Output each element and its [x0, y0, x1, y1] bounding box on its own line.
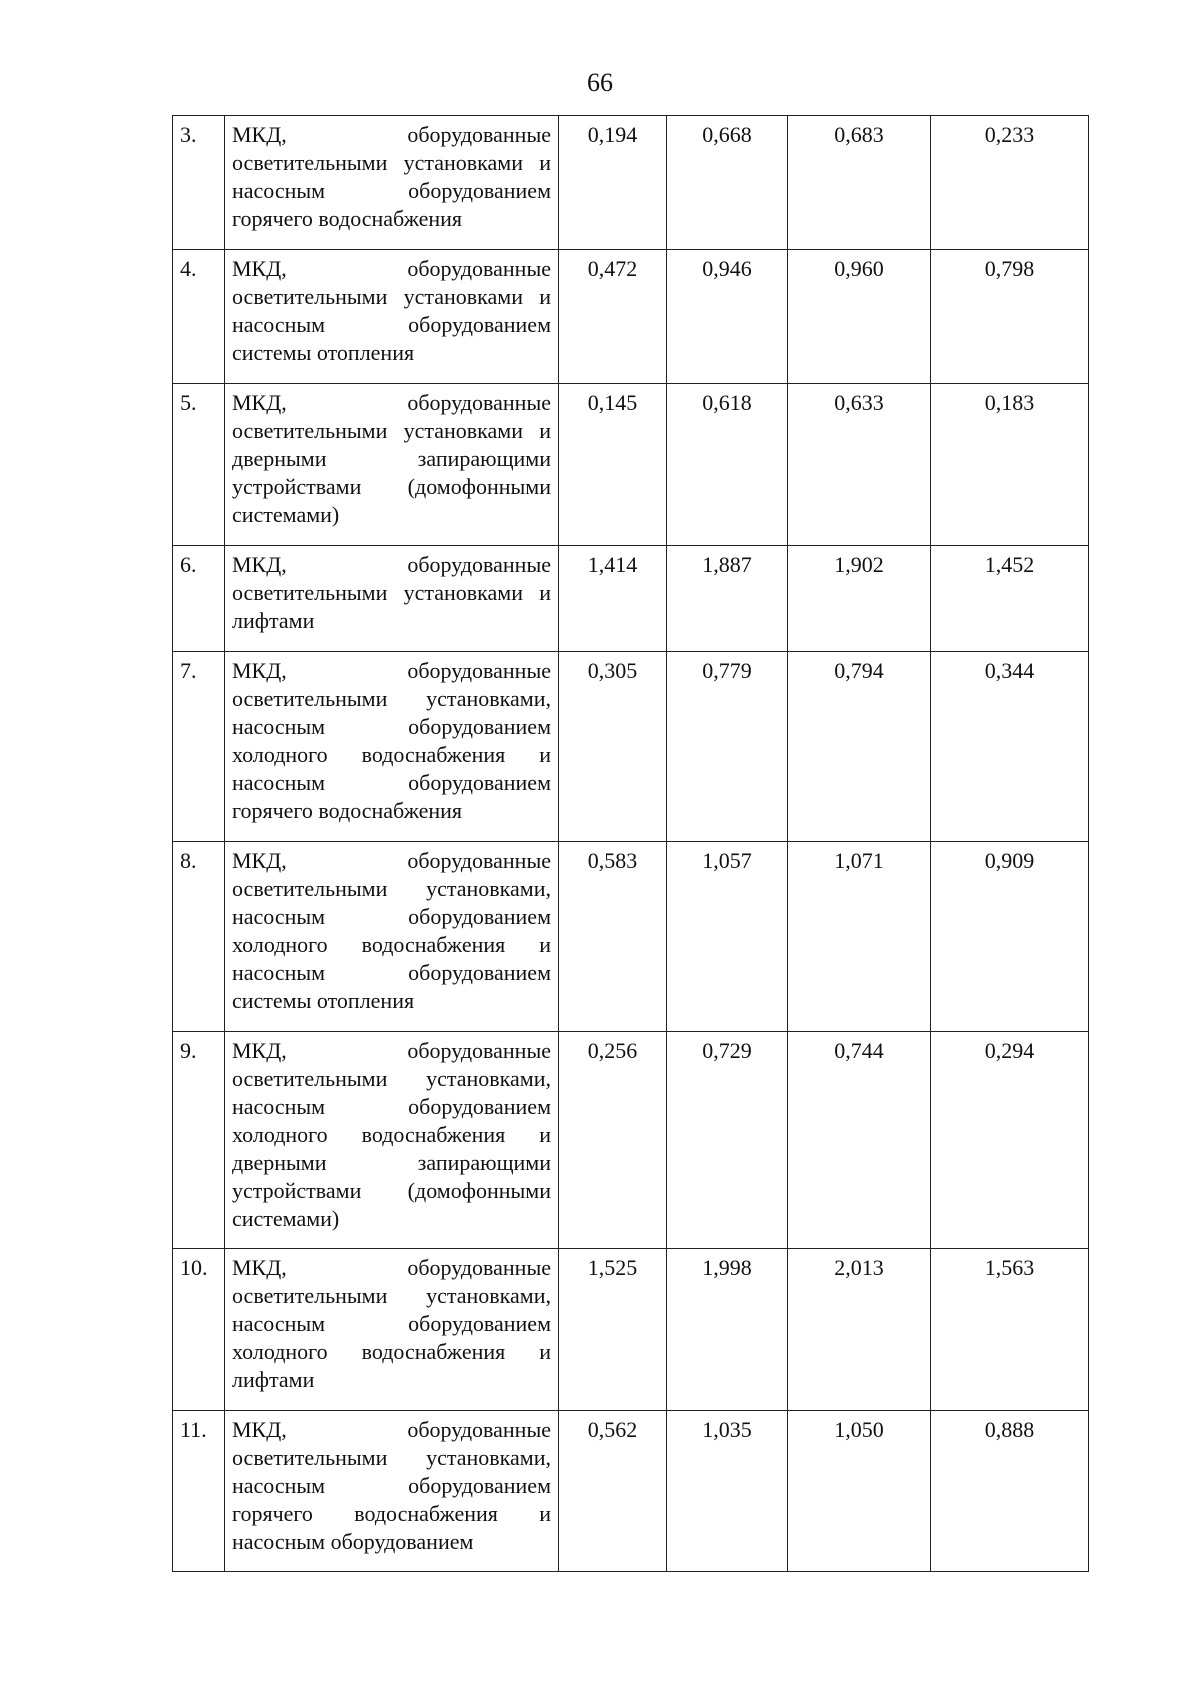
row-description: МКД, оборудованные осветительными установками, насосным оборудованием горячего водоснабжения и насосным оборудованием [225, 1411, 559, 1572]
value-col-4: 0,798 [931, 250, 1089, 384]
row-description: МКД, оборудованные осветительными установками, насосным оборудованием холодного водоснабжения и насосным оборудованием горячего водоснабжения [225, 652, 559, 842]
row-description: МКД, оборудованные осветительными установками, насосным оборудованием холодного водоснабжения и дверными запирающими устройствами (домофонными системами) [225, 1032, 559, 1249]
value-col-4: 0,183 [931, 384, 1089, 546]
row-number: 6. [173, 546, 225, 652]
value-col-1: 0,583 [559, 842, 667, 1032]
value-col-3: 0,744 [788, 1032, 931, 1249]
value-col-2: 1,887 [667, 546, 788, 652]
row-number: 8. [173, 842, 225, 1032]
table-row [173, 116, 1089, 250]
value-col-1: 0,562 [559, 1411, 667, 1572]
tariff-table [172, 115, 1089, 1572]
value-col-3: 0,960 [788, 250, 931, 384]
value-col-1: 0,256 [559, 1032, 667, 1249]
value-col-2: 1,057 [667, 842, 788, 1032]
value-col-2: 0,618 [667, 384, 788, 546]
value-col-3: 0,683 [788, 116, 931, 250]
row-description: МКД, оборудованные осветительными установками, насосным оборудованием холодного водоснабжения и лифтами [225, 1249, 559, 1411]
table-row [173, 250, 1089, 384]
value-col-3: 0,794 [788, 652, 931, 842]
row-number: 9. [173, 1032, 225, 1249]
row-number: 11. [173, 1411, 225, 1572]
value-col-4: 1,563 [931, 1249, 1089, 1411]
value-col-1: 0,305 [559, 652, 667, 842]
value-col-1: 0,472 [559, 250, 667, 384]
row-description: МКД, оборудованные осветительными установками и лифтами [225, 546, 559, 652]
table-row [173, 1411, 1089, 1572]
value-col-4: 0,344 [931, 652, 1089, 842]
value-col-4: 0,233 [931, 116, 1089, 250]
row-description: МКД, оборудованные осветительными установками и насосным оборудованием системы отопления [225, 250, 559, 384]
table-row [173, 1032, 1089, 1249]
value-col-3: 1,902 [788, 546, 931, 652]
value-col-1: 0,194 [559, 116, 667, 250]
table-row [173, 652, 1089, 842]
row-description: МКД, оборудованные осветительными установками и дверными запирающими устройствами (домофонными системами) [225, 384, 559, 546]
value-col-2: 0,668 [667, 116, 788, 250]
row-number: 4. [173, 250, 225, 384]
table-row [173, 1249, 1089, 1411]
value-col-4: 1,452 [931, 546, 1089, 652]
value-col-3: 0,633 [788, 384, 931, 546]
row-description: МКД, оборудованные осветительными установками, насосным оборудованием холодного водоснабжения и насосным оборудованием системы отопления [225, 842, 559, 1032]
table-row [173, 842, 1089, 1032]
value-col-2: 0,779 [667, 652, 788, 842]
value-col-3: 1,071 [788, 842, 931, 1032]
row-number: 7. [173, 652, 225, 842]
value-col-2: 1,998 [667, 1249, 788, 1411]
value-col-4: 0,909 [931, 842, 1089, 1032]
row-description: МКД, оборудованные осветительными установками и насосным оборудованием горячего водоснабжения [225, 116, 559, 250]
table-row [173, 546, 1089, 652]
value-col-2: 1,035 [667, 1411, 788, 1572]
value-col-1: 1,414 [559, 546, 667, 652]
row-number: 10. [173, 1249, 225, 1411]
value-col-1: 1,525 [559, 1249, 667, 1411]
value-col-3: 2,013 [788, 1249, 931, 1411]
value-col-4: 0,294 [931, 1032, 1089, 1249]
value-col-1: 0,145 [559, 384, 667, 546]
value-col-4: 0,888 [931, 1411, 1089, 1572]
value-col-2: 0,729 [667, 1032, 788, 1249]
value-col-2: 0,946 [667, 250, 788, 384]
row-number: 5. [173, 384, 225, 546]
value-col-3: 1,050 [788, 1411, 931, 1572]
table-row [173, 384, 1089, 546]
page-number: 66 [587, 68, 613, 97]
row-number: 3. [173, 116, 225, 250]
